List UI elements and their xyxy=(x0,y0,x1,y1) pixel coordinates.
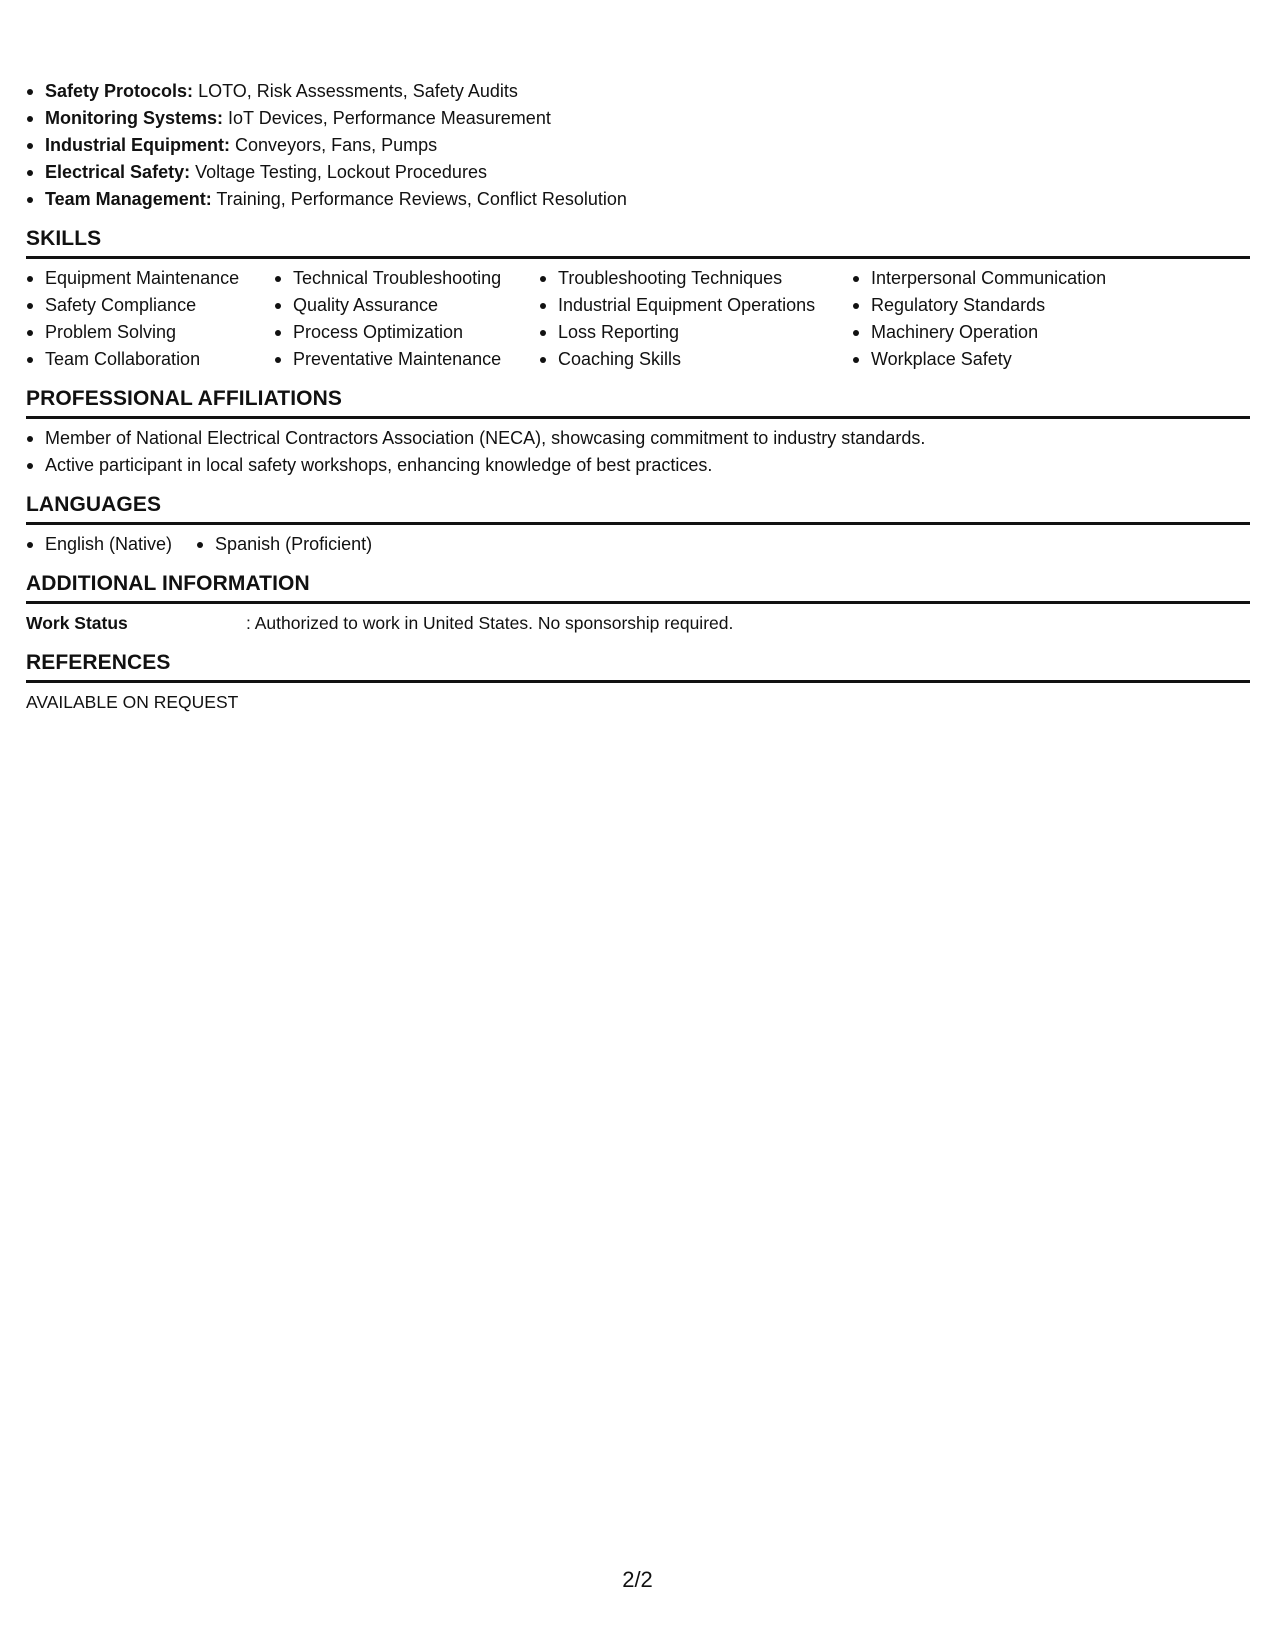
languages-section xyxy=(26,491,1250,558)
list-item: Preventative Maintenance xyxy=(274,346,539,373)
list-item: Machinery Operation xyxy=(852,319,1152,346)
expertise-label: Electrical Safety: xyxy=(45,162,191,182)
list-item: Active participant in local safety workshops, enhancing knowledge of best practices. xyxy=(26,452,1250,479)
list-item: Quality Assurance xyxy=(274,292,539,319)
list-item xyxy=(26,105,1250,132)
references-section xyxy=(26,649,1250,716)
list-item: Safety Compliance xyxy=(26,292,274,319)
skills-column xyxy=(852,265,1152,373)
expertise-text: LOTO, Risk Assessments, Safety Audits xyxy=(198,81,518,101)
affiliations-list xyxy=(26,425,1250,479)
languages-list xyxy=(26,531,1250,558)
expertise-text: Voltage Testing, Lockout Procedures xyxy=(195,162,487,182)
section-title-additional: ADDITIONAL INFORMATION xyxy=(26,570,1250,604)
list-item: Process Optimization xyxy=(274,319,539,346)
additional-info-section xyxy=(26,570,1250,637)
list-item: Spanish (Proficient) xyxy=(196,531,372,558)
list-item: Interpersonal Communication xyxy=(852,265,1152,292)
list-item xyxy=(26,186,1250,213)
list-item: Problem Solving xyxy=(26,319,274,346)
work-status-row xyxy=(26,610,1250,637)
expertise-label: Monitoring Systems: xyxy=(45,108,224,128)
skills-column xyxy=(274,265,539,373)
expertise-label: Safety Protocols: xyxy=(45,81,194,101)
list-item xyxy=(26,159,1250,186)
list-item xyxy=(26,132,1250,159)
work-status-value: : Authorized to work in United States. No sponsorship required. xyxy=(246,613,734,633)
list-item: Regulatory Standards xyxy=(852,292,1152,319)
affiliations-section xyxy=(26,385,1250,479)
section-title-references: REFERENCES xyxy=(26,649,1250,683)
list-item: Coaching Skills xyxy=(539,346,852,373)
expertise-text: IoT Devices, Performance Measurement xyxy=(228,108,551,128)
references-text: AVAILABLE ON REQUEST xyxy=(26,692,239,712)
list-item: Industrial Equipment Operations xyxy=(539,292,852,319)
page-number: 2/2 xyxy=(622,1567,653,1592)
skills-section xyxy=(26,225,1250,373)
expertise-list xyxy=(26,78,1250,213)
expertise-text: Conveyors, Fans, Pumps xyxy=(235,135,438,155)
list-item: Workplace Safety xyxy=(852,346,1152,373)
list-item: Technical Troubleshooting xyxy=(274,265,539,292)
expertise-label: Team Management: xyxy=(45,189,212,209)
list-item: Equipment Maintenance xyxy=(26,265,274,292)
work-status-label: Work Status xyxy=(26,613,128,633)
list-item: English (Native) xyxy=(26,531,172,558)
skills-grid xyxy=(26,265,1250,373)
section-title-languages: LANGUAGES xyxy=(26,491,1250,525)
list-item: Member of National Electrical Contractors Association (NECA), showcasing commitment to industry standards. xyxy=(26,425,1250,452)
expertise-text: Training, Performance Reviews, Conflict Resolution xyxy=(216,189,627,209)
list-item xyxy=(26,78,1250,105)
skills-column xyxy=(539,265,852,373)
expertise-label: Industrial Equipment: xyxy=(45,135,231,155)
section-title-skills: SKILLS xyxy=(26,225,1250,259)
list-item: Team Collaboration xyxy=(26,346,274,373)
resume-page xyxy=(26,78,1250,716)
skills-column xyxy=(26,265,274,373)
section-title-affiliations: PROFESSIONAL AFFILIATIONS xyxy=(26,385,1250,419)
list-item: Loss Reporting xyxy=(539,319,852,346)
list-item: Troubleshooting Techniques xyxy=(539,265,852,292)
